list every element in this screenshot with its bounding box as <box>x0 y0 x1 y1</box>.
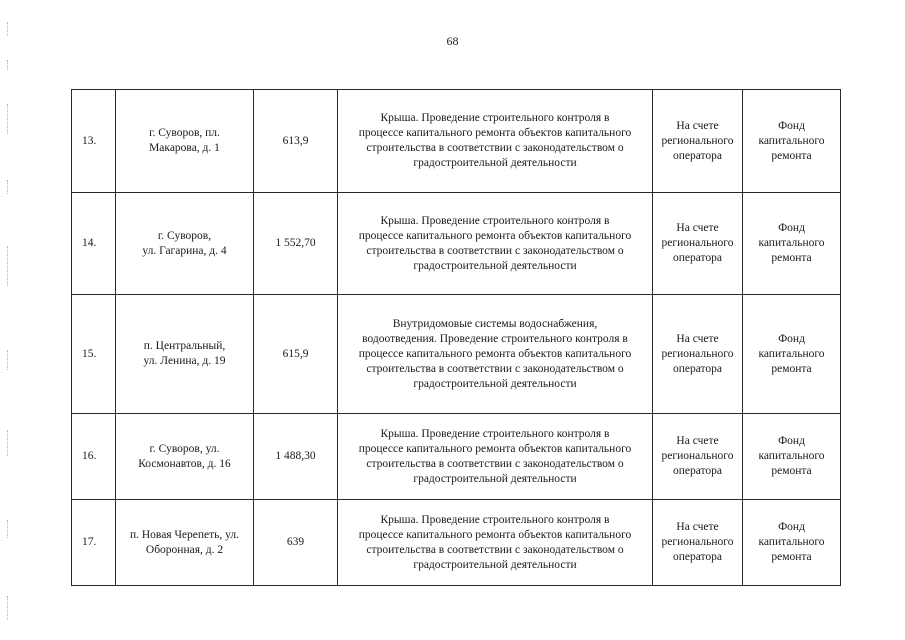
funding-source-line: ремонта <box>771 551 812 563</box>
funding-source-cell <box>743 295 841 414</box>
work-type-line: Крыша. Проведение строительного контроля в <box>380 112 610 124</box>
work-type-line: строительства в соответствии с законодательством о <box>366 142 624 154</box>
address-cell <box>116 500 254 586</box>
row-number-cell: 15. <box>72 295 116 414</box>
funding-method-line: регионального <box>661 450 734 462</box>
funding-method-line: На счете <box>676 119 719 132</box>
scan-edge-mark <box>7 520 8 538</box>
funding-source-line: ремонта <box>771 252 812 264</box>
work-type-line: процессе капитального ремонта объектов капитального <box>358 528 632 541</box>
funding-method-line: оператора <box>672 465 723 477</box>
address-line: п. Новая Черепеть, ул. <box>129 528 240 541</box>
funding-method-line: оператора <box>672 149 723 162</box>
funding-source-cell <box>743 193 841 295</box>
work-type-cell <box>338 90 653 193</box>
work-type-line: Крыша. Проведение строительного контроля в <box>380 214 610 227</box>
area-cell: 1 552,70 <box>254 193 338 295</box>
funding-source-line: Фонд <box>778 222 805 234</box>
funding-method-line: На счете <box>676 435 719 447</box>
funding-source-line: капитального <box>758 347 825 360</box>
work-type-line: Крыша. Проведение строительного контроля в <box>380 427 610 440</box>
funding-method-line: оператора <box>672 362 723 375</box>
work-type-line: градостроительной деятельности <box>413 558 577 571</box>
funding-source-line: капитального <box>758 237 825 249</box>
table-row <box>72 193 841 295</box>
work-type-line: процессе капитального ремонта объектов капитального <box>358 347 632 360</box>
funding-method-line: оператора <box>672 551 723 563</box>
scan-edge-mark <box>7 246 8 286</box>
funding-source-line: капитального <box>758 450 825 462</box>
funding-method-cell <box>653 90 743 193</box>
funding-source-line: ремонта <box>771 362 812 375</box>
funding-method-cell <box>653 414 743 500</box>
scan-edge-mark <box>7 430 8 456</box>
row-number-cell: 16. <box>72 414 116 500</box>
funding-method-line: регионального <box>661 237 734 249</box>
table-row <box>72 295 841 414</box>
address-cell <box>116 193 254 295</box>
work-type-line: процессе капитального ремонта объектов капитального <box>358 442 632 455</box>
funding-method-line: регионального <box>661 536 734 548</box>
work-type-cell <box>338 500 653 586</box>
funding-source-cell <box>743 500 841 586</box>
row-number-cell: 17. <box>72 500 116 586</box>
work-type-line: строительства в соответствии с законодательством о <box>366 362 624 375</box>
row-number-cell: 14. <box>72 193 116 295</box>
funding-method-line: На счете <box>676 332 719 345</box>
work-type-line: Крыша. Проведение строительного контроля в <box>380 513 610 526</box>
table-row <box>72 500 841 586</box>
funding-method-cell <box>653 295 743 414</box>
table-row <box>72 414 841 500</box>
funding-method-line: регионального <box>661 347 734 360</box>
work-type-line: градостроительной деятельности <box>413 377 577 390</box>
row-number-cell: 13. <box>72 90 116 193</box>
address-line: п. Центральный, <box>143 340 226 352</box>
funding-source-line: ремонта <box>771 149 812 162</box>
address-line: Оборонная, д. 2 <box>145 543 224 556</box>
scan-edge-mark <box>7 596 8 620</box>
address-line: Космонавтов, д. 16 <box>138 457 231 470</box>
address-line: ул. Гагарина, д. 4 <box>142 244 227 257</box>
area-cell: 1 488,30 <box>254 414 338 500</box>
page-number: 68 <box>446 34 459 48</box>
funding-source-line: Фонд <box>778 521 805 533</box>
funding-method-line: оператора <box>672 252 723 264</box>
work-type-line: строительства в соответствии с законодательством о <box>366 457 624 470</box>
address-line: г. Суворов, пл. <box>149 127 220 139</box>
work-type-cell <box>338 295 653 414</box>
funding-source-cell <box>743 90 841 193</box>
scan-edge-mark <box>7 350 8 370</box>
address-cell <box>116 414 254 500</box>
funding-method-cell <box>653 500 743 586</box>
funding-source-cell <box>743 414 841 500</box>
funding-source-line: Фонд <box>778 119 805 132</box>
table-row <box>72 90 841 193</box>
work-type-cell <box>338 193 653 295</box>
work-type-line: Внутридомовые системы водоснабжения, <box>392 317 598 330</box>
address-line: г. Суворов, <box>157 229 212 242</box>
work-type-line: водоотведения. Проведение строительного контроля в <box>362 332 628 345</box>
funding-source-line: Фонд <box>778 435 805 447</box>
work-type-line: градостроительной деятельности <box>413 472 577 485</box>
work-type-cell <box>338 414 653 500</box>
address-line: ул. Ленина, д. 19 <box>143 355 226 367</box>
repair-plan-table <box>71 89 841 586</box>
address-cell <box>116 90 254 193</box>
funding-method-line: На счете <box>676 222 719 234</box>
scan-edge-mark <box>7 104 8 134</box>
work-type-line: строительства в соответствии с законодательством о <box>366 543 624 556</box>
address-line: г. Суворов, ул. <box>149 442 220 455</box>
funding-source-line: ремонта <box>771 465 812 477</box>
scan-edge-mark <box>7 180 8 194</box>
area-cell: 639 <box>254 500 338 586</box>
area-cell: 615,9 <box>254 295 338 414</box>
funding-method-cell <box>653 193 743 295</box>
area-cell: 613,9 <box>254 90 338 193</box>
scan-edge-mark <box>7 60 8 70</box>
work-type-line: строительства в соответствии с законодательством о <box>366 244 624 257</box>
address-cell <box>116 295 254 414</box>
work-type-line: процессе капитального ремонта объектов капитального <box>358 127 632 139</box>
funding-source-line: капитального <box>758 536 825 548</box>
work-type-line: процессе капитального ремонта объектов капитального <box>358 229 632 242</box>
work-type-line: градостроительной деятельности <box>413 157 577 169</box>
funding-source-line: Фонд <box>778 332 805 345</box>
funding-method-line: регионального <box>661 134 734 147</box>
funding-source-line: капитального <box>758 134 825 147</box>
funding-method-line: На счете <box>676 521 719 533</box>
address-line: Макарова, д. 1 <box>149 142 220 154</box>
work-type-line: градостроительной деятельности <box>413 259 577 272</box>
